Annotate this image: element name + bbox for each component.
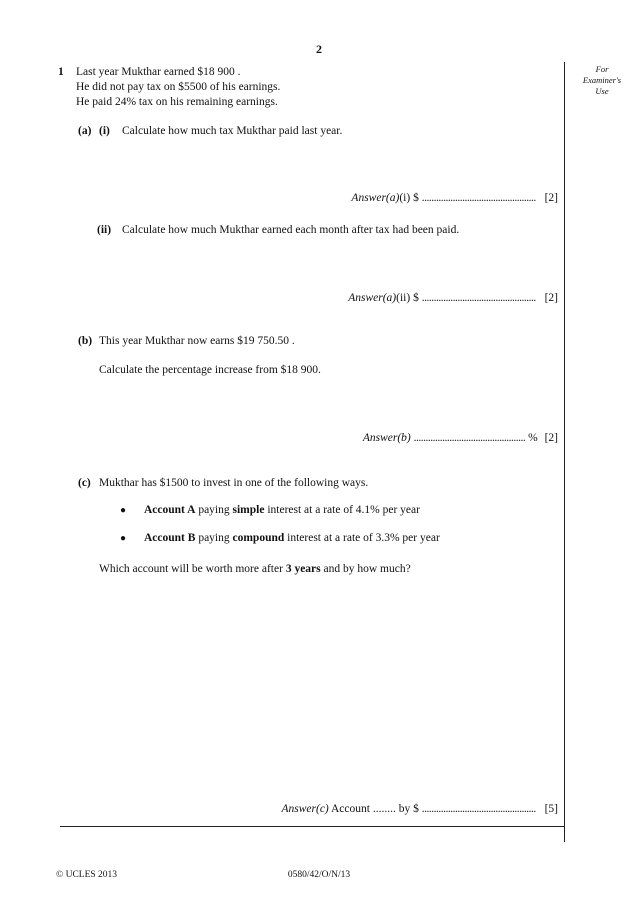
account-a-name: Account A — [144, 504, 196, 516]
part-c-line-1: Mukthar has $1500 to invest in one of the following ways. — [99, 477, 369, 489]
answer-c-label: Answer(c) — [281, 803, 329, 815]
account-a-line — [144, 504, 420, 516]
answer-b-line — [363, 432, 558, 444]
bullet-icon: ● — [120, 533, 127, 544]
part-c-question-bold: 3 years — [285, 563, 321, 575]
account-b-pre: paying — [195, 532, 233, 544]
part-a-ii-label: (ii) — [97, 224, 112, 236]
part-c-question-pre: Which account will be worth more after — [99, 563, 286, 575]
marks-a-ii: [2] — [544, 292, 558, 304]
part-b-label: (b) — [78, 335, 93, 347]
footer-code: 0580/42/O/N/13 — [287, 870, 351, 880]
answer-a-i-label: Answer(a) — [351, 192, 400, 204]
part-c-label: (c) — [78, 477, 91, 489]
bullet-account-a — [120, 504, 126, 516]
answer-b-dots[interactable]: ............................................... — [413, 432, 526, 444]
examiner-label-line1: For — [595, 64, 609, 74]
examiner-use-box — [566, 64, 638, 97]
part-c-question-post: and by how much? — [320, 563, 411, 575]
part-c-question — [99, 563, 411, 575]
examiner-margin-line — [564, 62, 565, 842]
marks-c: [5] — [544, 803, 558, 815]
page-number: 2 — [316, 42, 322, 56]
part-a-label: (a) — [78, 125, 92, 137]
bullet-icon: ● — [120, 505, 127, 516]
intro-line-2: He did not pay tax on $5500 of his earnings. — [76, 81, 281, 93]
answer-a-i-line — [351, 192, 558, 204]
answer-b-label: Answer(b) — [362, 432, 411, 444]
answer-a-ii-line — [348, 292, 558, 304]
part-a-ii-text: Calculate how much Mukthar earned each month after tax had been paid. — [122, 224, 460, 236]
answer-a-i-sub: (i) $ — [399, 192, 419, 204]
answer-a-ii-sub: (ii) $ — [396, 292, 419, 304]
account-b-keyword: compound — [232, 532, 285, 544]
answer-b-unit: % — [528, 432, 538, 444]
answer-c-line — [281, 803, 558, 815]
answer-a-ii-dots[interactable]: ................................................ — [421, 292, 536, 304]
marks-b: [2] — [544, 432, 558, 444]
part-a-i-text: Calculate how much tax Mukthar paid last year. — [122, 125, 343, 137]
part-b-line-2: Calculate the percentage increase from $18 900. — [99, 364, 321, 376]
account-b-name: Account B — [144, 532, 196, 544]
part-b-line-1: This year Mukthar now earns $19 750.50 . — [99, 335, 295, 347]
answer-a-i-dots[interactable]: ................................................ — [421, 192, 536, 204]
bottom-rule — [60, 826, 564, 827]
answer-a-ii-label: Answer(a) — [348, 292, 397, 304]
account-b-line — [144, 532, 440, 544]
footer-copyright: © UCLES 2013 — [56, 870, 118, 880]
account-a-post: interest at a rate of 4.1% per year — [264, 504, 420, 516]
intro-line-3: He paid 24% tax on his remaining earnings. — [76, 96, 278, 108]
bullet-account-b — [120, 532, 126, 544]
examiner-label-line2: Examiner's — [582, 75, 622, 85]
intro-line-1: Last year Mukthar earned $18 900 . — [76, 66, 241, 78]
answer-c-dots[interactable]: ................................................ — [421, 803, 536, 815]
part-a-i-label: (i) — [99, 125, 110, 137]
account-a-keyword: simple — [232, 504, 265, 516]
marks-a-i: [2] — [544, 192, 558, 204]
account-b-post: interest at a rate of 3.3% per year — [284, 532, 440, 544]
question-number: 1 — [58, 66, 64, 78]
examiner-label-line3: Use — [595, 86, 609, 96]
answer-c-mid[interactable]: Account ........ by $ — [328, 803, 419, 815]
account-a-pre: paying — [195, 504, 233, 516]
